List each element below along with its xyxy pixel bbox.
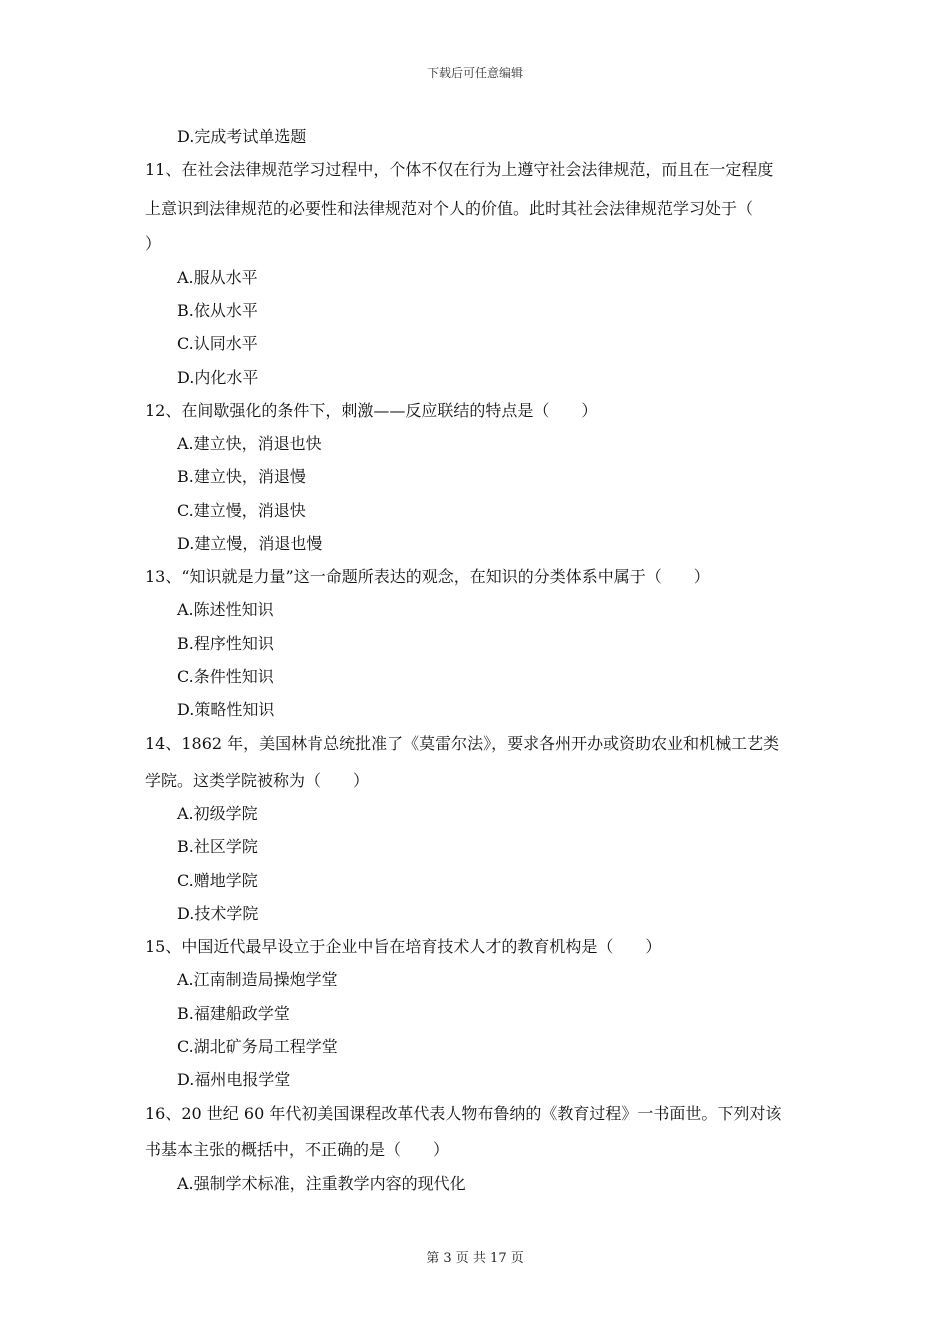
question-line: ）: [145, 234, 162, 253]
question-line: 书基本主张的概括中，不正确的是（ ）: [145, 1140, 450, 1159]
option-line: D.内化水平: [177, 368, 259, 387]
option-line: A.初级学院: [177, 804, 258, 823]
option-line: C.认同水平: [177, 334, 258, 353]
question-line: 上意识到法律规范的必要性和法律规范对个人的价值。此时其社会法律规范学习处于（: [145, 199, 754, 218]
option-line: B.福建船政学堂: [177, 1004, 290, 1023]
question-line: 14、1862 年，美国林肯总统批准了《莫雷尔法》，要求各州开办或资助农业和机械工艺类: [145, 734, 780, 753]
option-line: C.建立慢，消退快: [177, 501, 306, 520]
option-line: C.赠地学院: [177, 871, 258, 890]
option-line: A.建立快，消退也快: [177, 434, 322, 453]
option-line: D.技术学院: [177, 904, 259, 923]
question-line: 12、在间歇强化的条件下，刺激——反应联结的特点是（ ）: [145, 401, 598, 420]
option-line: B.建立快，消退慢: [177, 467, 306, 486]
option-line: D.策略性知识: [177, 700, 275, 719]
option-line: A.陈述性知识: [177, 600, 274, 619]
option-line: A.服从水平: [177, 268, 258, 287]
option-line: D.福州电报学堂: [177, 1070, 291, 1089]
option-line: C.湖北矿务局工程学堂: [177, 1037, 338, 1056]
option-line: B.依从水平: [177, 301, 258, 320]
option-line: A.江南制造局操炮学堂: [177, 970, 338, 989]
question-line: 15、中国近代最早设立于企业中旨在培育技术人才的教育机构是（ ）: [145, 937, 662, 956]
option-line: D.完成考试单选题: [177, 127, 307, 146]
option-line: A.强制学术标准，注重教学内容的现代化: [177, 1174, 466, 1193]
question-line: 13、“知识就是力量”这一命题所表达的观念，在知识的分类体系中属于（ ）: [145, 567, 710, 586]
question-line: 11、在社会法律规范学习过程中，个体不仅在行为上遵守社会法律规范，而且在一定程度: [145, 160, 774, 179]
page-header: 下载后可任意编辑: [426, 66, 523, 80]
option-line: B.程序性知识: [177, 634, 274, 653]
option-line: D.建立慢，消退也慢: [177, 534, 323, 553]
question-line: 学院。这类学院被称为（ ）: [145, 771, 370, 790]
option-line: C.条件性知识: [177, 667, 274, 686]
option-line: B.社区学院: [177, 837, 258, 856]
question-line: 16、20 世纪 60 年代初美国课程改革代表人物布鲁纳的《教育过程》一书面世。下列对该: [145, 1104, 782, 1123]
page-footer: 第 3 页 共 17 页: [426, 1251, 524, 1266]
